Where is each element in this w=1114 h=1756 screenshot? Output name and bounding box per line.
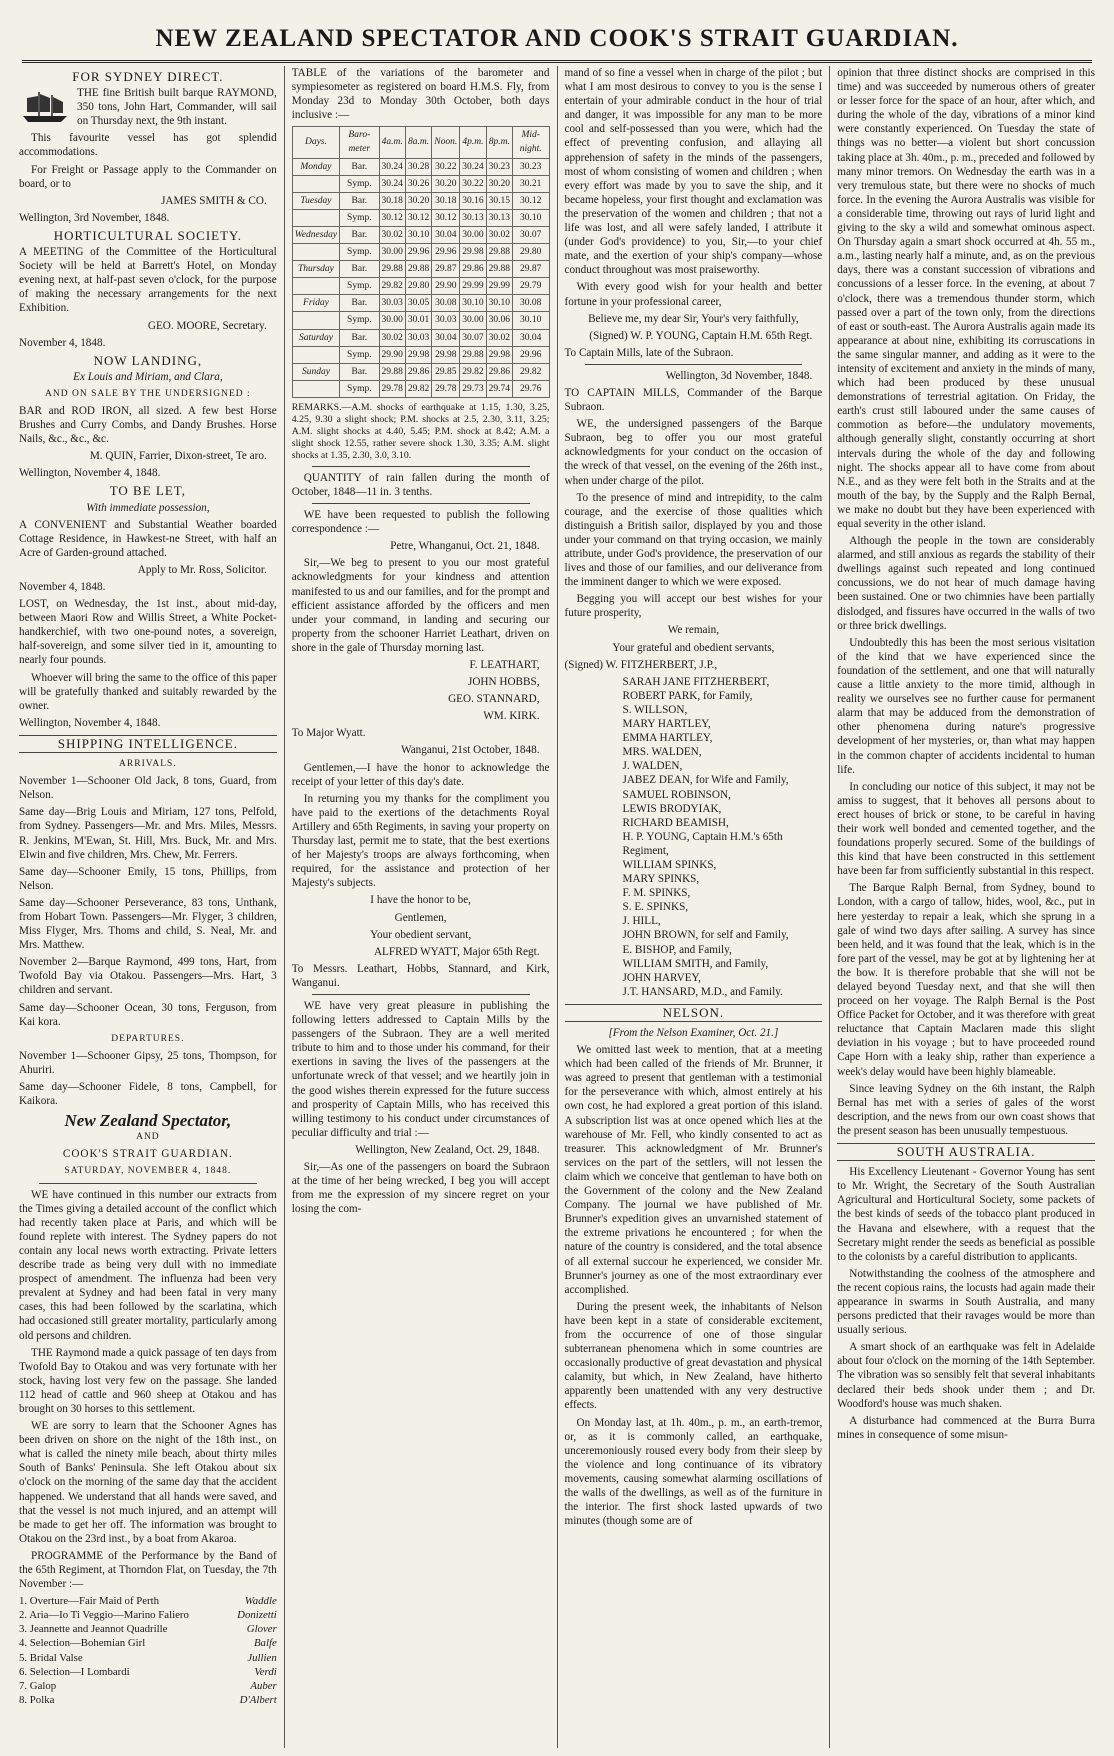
reading-cell: 30.04 [432,329,460,346]
subraon-letter-body: Sir,—As one of the passengers on board the Subraon at the time of her being wrecked, I beg you will accept from me the expression of my sincere regret on your losing the com- [291,1161,550,1216]
instrument-cell: Symp. [340,278,379,295]
paper-title: New Zealand Spectator, [64,1111,232,1131]
barometer-row [292,346,549,363]
nelson-paragraph: We omitted last week to mention, that at a meeting which had been called of the friends of Mr. Brunner, it was agreed to present that gentleman with a testimonial for the perseverance with which, almost entirely at his own cost, he had explored a great portion of this island. A subscription list was at once opened which lies at the warehouse of Mr. Fell, who kindly consented to act as treasurer. This acknowledgment of Mr. Brunner's services on the part of the settlers, will not lessen the claim which we conceive that gentleman to have both on the Government of the colony and the New Zealand Company. The journal we have published of Mr. Brunner's expedition gives an unvarnished statement of the extreme privations he encountered ; for when the nature of the country is considered, and the total absence of all external succour he experienced, we consider Mr. Brunner's journey as one of the most extraordinary ever accomplished. [564,1044,823,1296]
horticultural-signature: GEO. MOORE, Secretary. [147,319,267,332]
barometer-row [292,175,549,192]
reading-cell: 29.88 [486,244,512,261]
south-australia-heading: SOUTH AUSTRALIA. [837,1143,1095,1161]
programme-item: 6. Selection—I Lombardi Verdi [19,1665,277,1678]
sydney-ad-text-2: This favourite vessel has got splendid accommodations. [19,132,277,159]
lost-notice: LOST, on Wednesday, the 1st inst., about mid-day, between Maori Row and Willis Street, a White Pocket-handkerchief, with two one-pound notes, a sovereign, half-sovereign, and some silver tied in it, amounting to nearly four pounds. [19,598,277,667]
horticultural-heading: HORTICULTURAL SOCIETY. [53,227,243,243]
passenger-name: H. P. YOUNG, Captain H.M.'s 65th Regiment, [622,830,783,857]
reading-cell: 29.85 [432,363,460,380]
reading-cell: 30.22 [460,175,486,192]
header-cell: Noon. [432,127,460,158]
reading-cell: 29.98 [486,346,512,363]
day-cell [292,278,339,295]
to-let-apply: Apply to Mr. Ross, Solicitor. [137,563,267,576]
reading-cell: 29.82 [379,278,405,295]
reading-cell: 29.79 [512,278,549,295]
lost-notice-2: Whoever will bring the same to the office of this paper will be gratefully thanked and suitably rewarded by the owner. [19,671,277,712]
day-cell [292,312,339,329]
earthquake-paragraph: opinion that three distinct shocks are comprised in this time) and was succeeded by numerous others of greater or lesser force for the space of an hour, after which, and during the whole of the day, vibrations of a minor kind were constantly experienced. On Tuesday the state of things was no better—a violent but short concussion taking place at 3h. 40m., p. m., preceded and followed by many minor tremors. On Wednesday the earth was in a very tremulous state, but there were no shocks of much force. In the evening the Aurora Australis was visible for a considerable time, throwing out rays of lurid light and giving to the sky a wild and somewhat ominous aspect. On Thursday again a smart shock occurred at 4h. 55 m., a.m., lasting nearly half a minute, and, as on the previous days, there was a constant succession of vibrations and concussions of a lesser force. In the evening, at about 7 o'clock, there was a tremendous thunder storm, which passed over a part of the town only, from the directions of east or south-east. The Aurora Australis again made its appearance at about nine, exhibiting its corruscations in the same singular manner, and adding as it were to the intensity of excitement and anxiety in the minds of many, which had been produced by these unusual demonstrations of terrestrial agitation. On Friday, the earth's crust still laboured under the same causes of commotion as before—the undulatory movements, although generally slight, constantly occurring at short intervals during the whole of the day and following night. The shocks appear all to have come from about N.E., and as they were felt both in the Straits and at the mouth of the bay, by the Supply and the Ralph Bernal, we make no doubt but they have been experienced with equal severity in the other island. [837,67,1095,530]
letter-2-recipient: To Messrs. Leathart, Hobbs, Stannard, and Kirk, Wanganui. [291,962,550,989]
passenger-name: MARY HARTLEY, [622,718,711,731]
letter-1-recipient: To Major Wyatt. [291,727,366,740]
reading-cell: 29.78 [379,380,405,397]
departure-item: November 1—Schooner Gipsy, 25 tons, Thompson, for Ahuriri. [19,1049,277,1076]
programme-item: 3. Jeannette and Jeannot Quadrille Glover [19,1623,277,1636]
reading-cell: 30.23 [486,158,512,175]
reading-cell: 30.03 [379,295,405,312]
subraon-letter-place: Wellington, New Zealand, Oct. 29, 1848. [355,1143,540,1156]
passengers-letter-closing: Your grateful and obedient servants, [612,641,775,654]
passenger-name: JOHN BROWN, for self and Family, [622,929,789,942]
instrument-cell: Bar. [340,329,379,346]
barometer-remarks: REMARKS.—A.M. shocks of earthquake at 1.15, 1.30, 3.25, 4.25, 9.30 a slight shock; P.M. shocks at 2.5, 2.30, 3.11, 3.25; A.M. slight shocks at 4.40, 5.45; P.M. shock at 8.42; A.M. a slight shock 12.55, rather severe shock 1.30, 3.35; A.M. slight shocks at 1.35, 2.30, 3.0, 3.10. [291,401,550,461]
reading-cell: 30.20 [486,175,512,192]
day-cell: Saturday [292,329,339,346]
reading-cell: 30.00 [460,312,486,329]
barometer-row [292,380,549,397]
sydney-ad-heading: FOR SYDNEY DIRECT. [72,69,224,84]
reading-cell: 30.01 [405,312,431,329]
earthquake-paragraph: Although the people in the town are considerably alarmed, and still anxious as regards the stability of their dwellings against such repeated and long continued concussions, we do not hear of much damage having been sustained. One or two chimnies have been partially dislodged, and fissures have occurred in the walls of two or three brick dwellings. [837,535,1095,632]
lost-date: Wellington, November 4, 1848. [19,716,161,729]
landing-date: Wellington, November 4, 1848. [19,467,161,480]
reading-cell: 30.13 [460,209,486,226]
reading-cell: 30.20 [405,192,431,209]
header-cell: 8p.m. [486,127,512,158]
landing-heading: NOW LANDING, [93,352,203,368]
letter-1-signer: JOHN HOBBS, [468,676,540,689]
barometer-row [292,226,549,243]
nelson-paragraph: During the present week, the inhabitants of Nelson have been kept in a state of considerable excitement, from the occurrence of one of those singular subterranean phenomena which in some countries are occasionally productive of great devastation and physical calamity, but which, in New Zealand, have hitherto apparently been unattended with any very destructive effects. [564,1300,823,1412]
barometer-row [292,295,549,312]
instrument-cell: Symp. [340,312,379,329]
reading-cell: 30.22 [432,158,460,175]
programme-item: 1. Overture—Fair Maid of Perth Waddle [19,1595,277,1608]
reading-cell: 30.21 [512,175,549,192]
arrival-item: Same day—Brig Louis and Miriam, 127 tons, Pelfold, from Sydney. Passengers—Mr. and Mrs. Miles, Messrs. R. Jenkins, M'Ewan, St. Hill, Mrs. Buck, Mr. and Mrs. Elwin and five children, Mrs. Chew, Mr. Ferrers. [19,806,277,861]
reading-cell: 29.96 [432,244,460,261]
header-cell: Baro-meter [340,127,379,158]
programme-item: 4. Selection—Bohemian Girl Balfe [19,1637,277,1650]
letter-2-signature: ALFRED WYATT, Major 65th Regt. [373,945,540,958]
barometer-row [292,312,549,329]
landing-subheading-2: AND ON SALE BY THE UNDERSIGNED : [45,388,251,399]
south-australia-paragraph: A smart shock of an earthquake was felt in Adelaide about four o'clock on the morning of the 14th September. The vibration was so sensibly felt that several inhabitants declared their beds shook under them ; and Dr. Woodford's house was much shaken. [837,1341,1095,1410]
reading-cell: 29.86 [460,261,486,278]
instrument-cell: Symp. [340,244,379,261]
nelson-source: [From the Nelson Examiner, Oct. 21.] [608,1027,779,1039]
arrivals-heading: ARRIVALS. [119,759,177,770]
earthquake-paragraph: Undoubtedly this has been the most serious visitation of the kind that we have experienced since the foundation of the settlement, and one that will naturally cause a little anxiety to the more timid, although in reality we ourselves see no further cause for permanent alarm that may be adduced from the demonstration of other phenomena during nature's progressive development of her mysteries, or, than what may happen in the common chapter of accidents incidental to human life. [837,636,1095,776]
barometer-row [292,192,549,209]
reading-cell: 30.00 [379,244,405,261]
editorial-paragraph: WE are sorry to learn that the Schooner Agnes has been driven on shore on the night of the 18th inst., on what is called the ninety mile beach, about thirty miles South of Banks' Peninsula. She left Otakou about six o'clock on the morning of the same day that the accident happened. We understand that all hands were saved, and that the vessel is not much injured, and an attempt will be made to get her off. The information was brought to Otakou on the 23rd inst., by a boat from Akaroa. [19,1420,277,1545]
passenger-name: LEWIS BRODYIAK, [622,802,722,815]
passengers-letter-body: To the presence of mind and intrepidity, to the calm courage, and the exercise of those qualities which distinguish a British sailor, displayed by you and those under your command on that trying occasion, we mainly attribute, under God's providence, the preservation of our lives and those of our families, and our deliverance from the imminent danger to which we were exposed. [564,491,823,589]
masthead: NEW ZEALAND SPECTATOR AND COOK'S STRAIT GUARDIAN. [155,25,959,52]
editorial-paragraph: WE have continued in this number our extracts from the Times giving a detailed account of the conflict which had recently taken place at Paris, and which will be found replete with interest. The Sydney papers do not contain any local news worth extracting. Private letters describe trade as being very dull with no immediate prospect of amendment. The influenza had been very prevalent at Sydney and had been fatal in very many cases, this had been followed by the scarlatina, which had occasioned still greater mortality, particularly among old persons and children. [19,1188,277,1342]
letter-2-body: Gentlemen,—I have the honor to acknowledge the receipt of your letter of this day's date. [291,761,550,788]
arrival-item: Same day—Schooner Perseverance, 83 tons, Unthank, from Hobart Town. Passengers—Mr. Flyger, 3 children, Miss Flyger, Mrs. Thoms and child, S. Neal, Mr. and Mrs. Matthew. [19,896,277,952]
to-let-subheading: With immediate possession, [86,501,210,514]
barometer-header-row [292,127,549,158]
reading-cell: 29.88 [405,261,431,278]
sydney-ad-text: THE fine British built barque RAYMOND, 350 tons, John Hart, Commander, will sail on Thursday next, the 9th instant. [77,87,277,128]
subraon-letter-signature: (Signed) W. P. YOUNG, Captain H.M. 65th Regt. [589,329,813,342]
reading-cell: 30.07 [460,329,486,346]
programme-item: 7. Galop Auber [19,1679,277,1692]
column-4 [830,66,1102,1748]
passenger-name: JABEZ DEAN, for Wife and Family, [622,774,789,787]
reading-cell: 29.99 [486,278,512,295]
reading-cell: 29.98 [460,244,486,261]
ralph-bernal-paragraph: The Barque Ralph Bernal, from Sydney, bound to London, with a cargo of tallow, hides, wool, &c., put in here yesterday to repair a leak, which she sprung in a gale of wind two days after sailing. A survey has since been held, and it was found that the leak, which is in the fore part of the vessel, may be got at by lightening her at the bow. It is therefore probable that she will not be delayed beyond Tuesday next, and that she will then proceed on her voyage. The Ralph Bernal is the Post Office Packet for October, and it was therefore with great reluctance that Captain Maclaren made this slight deviation in his voyage ; but to have proceeded round Cape Horn with a leaky ship, rather than experience a week's delay would have been highly blameable. [837,882,1095,1078]
day-cell [292,380,339,397]
barometer-table [292,126,550,398]
arrival-item: November 1—Schooner Old Jack, 8 tons, Guard, from Nelson. [19,775,277,802]
barometer-row [292,261,549,278]
south-australia-paragraph: His Excellency Lieutenant - Governor Young has sent to Mr. Wright, the Secretary of the South Australian Agricultural and Horticultural Society, some packets of the best kinds of seeds of the tobacco plant produced in the Havana and elsewhere, with a request that the Secretary might render the seeds as beneficial as possible to the colonists by a careful distribution to applicants. [837,1166,1095,1263]
letter-1-signer: F. LEATHART, [469,659,540,671]
passenger-name: F. M. SPINKS, [622,887,691,900]
passenger-name: J.T. HANSARD, M.D., and Family. [622,985,783,998]
reading-cell: 30.10 [512,312,549,329]
letters-intro: WE have been requested to publish the following correspondence :— [291,509,550,536]
reading-cell: 29.87 [512,261,549,278]
column-1 [12,66,285,1748]
reading-cell: 29.86 [486,363,512,380]
reading-cell: 30.15 [486,192,512,209]
reading-cell: 30.02 [486,329,512,346]
subraon-letter-wish: With every good wish for your health and better fortune in your professional career, [564,281,823,308]
ralph-bernal-paragraph: Since leaving Sydney on the 6th instant, the Ralph Bernal has met with a series of gales of the worst description, and the news from our own coast shows that the present season has been unusually tempestuous. [837,1082,1095,1137]
reading-cell: 30.10 [405,226,431,243]
reading-cell: 30.24 [460,158,486,175]
header-cell: 4p.m. [460,127,486,158]
day-cell [292,209,339,226]
reading-cell: 29.98 [405,346,431,363]
letter-2-closing: Gentlemen, [394,911,447,924]
passenger-name: MARY SPINKS, [622,873,700,886]
barometer-row [292,209,549,226]
reading-cell: 30.23 [512,158,549,175]
barometer-intro: TABLE of the variations of the barometer and sympiesometer as registered on board H.M.S. Fly, from Monday 23d to Monday 30th October, both days inclusive :— [291,67,550,122]
reading-cell: 30.10 [486,295,512,312]
barometer-row [292,244,549,261]
barometer-row [292,363,549,380]
programme-list [19,1594,277,1707]
shipping-heading: SHIPPING INTELLIGENCE. [19,735,277,753]
instrument-cell: Symp. [340,175,379,192]
barometer-body [292,158,549,397]
letter-1-body: Sir,—We beg to present to you our most grateful acknowledgments for your kindness and attention manifested to us and our families, and for the prompt and efficient assistance afforded by the officers and men under your command, in landing and securing our property from the schooner Harriet Leathart, driven on shore in the gale of Thursday morning last. [291,557,550,654]
reading-cell: 30.12 [432,209,460,226]
reading-cell: 30.08 [512,295,549,312]
reading-cell: 29.78 [432,380,460,397]
passenger-names [565,675,823,999]
reading-cell: 29.96 [512,346,549,363]
day-cell: Friday [292,295,339,312]
reading-cell: 29.96 [405,244,431,261]
earthquake-paragraph: In concluding our notice of this subject, it may not be amiss to suggest, that it behoves all persons about to erect houses of brick or stone, to be careful in having their work well bonded and cemented together, and the foundations properly secured. Some of the buildings of this kind that have been constructed in this settlement have been far from sufficiently substantial in this respect. [837,780,1095,878]
reading-cell: 30.08 [432,295,460,312]
passenger-name: MRS. WALDEN, [622,746,702,759]
reading-cell: 30.04 [432,226,460,243]
sydney-ad-text-3: For Freight or Passage apply to the Commander on board, or to [19,163,277,190]
passenger-name: WILLIAM SPINKS, [622,858,717,871]
reading-cell: 29.87 [432,261,460,278]
passengers-letter-place: Wellington, 3d November, 1848. [665,369,813,382]
reading-cell: 30.18 [379,192,405,209]
passenger-name: ROBERT PARK, for Family, [622,689,753,702]
south-australia-paragraph: A disturbance had commenced at the Burra Burra mines in consequence of some misun- [837,1414,1095,1441]
day-cell: Tuesday [292,192,339,209]
reading-cell: 30.00 [379,312,405,329]
horticultural-date: November 4, 1848. [19,336,106,349]
reading-cell: 30.04 [512,329,549,346]
day-cell: Thursday [292,261,339,278]
barometer-row [292,329,549,346]
day-cell [292,346,339,363]
reading-cell: 30.03 [432,312,460,329]
columns [12,66,1102,1748]
paper-subtitle: COOK'S STRAIT GUARDIAN. [62,1148,233,1161]
reading-cell: 30.18 [432,192,460,209]
instrument-cell: Symp. [340,209,379,226]
reading-cell: 29.88 [460,346,486,363]
reading-cell: 30.03 [405,329,431,346]
reading-cell: 29.88 [379,363,405,380]
passenger-name: S. E. SPINKS, [622,901,689,914]
instrument-cell: Bar. [340,192,379,209]
programme-item: 5. Bridal Valse Jullien [19,1651,277,1664]
sydney-ad-date: Wellington, 3rd November, 1848. [19,211,170,224]
passenger-name: E. BISHOP, and Family, [622,943,732,956]
reading-cell: 29.76 [512,380,549,397]
reading-cell: 30.02 [379,329,405,346]
header-cell: 4a.m. [379,127,405,158]
reading-cell: 30.24 [379,175,405,192]
day-cell: Wednesday [292,226,339,243]
reading-cell: 29.74 [486,380,512,397]
reading-cell: 29.73 [460,380,486,397]
reading-cell: 29.80 [405,278,431,295]
divider [39,1183,257,1184]
reading-cell: 30.06 [486,312,512,329]
subraon-letter-recipient: To Captain Mills, late of the Subraon. [564,346,734,359]
to-let-heading: TO BE LET, [109,483,187,499]
passenger-name: J. WALDEN, [622,760,683,773]
divider [312,466,530,467]
passengers-letter-body: WE, the undersigned passengers of the Barque Subraon, beg to offer you our most grateful acknowledgments for your conduct on the occasion of the wreck of that vessel, on the evening of the 26th inst., when under charge of the pilot. [564,418,823,487]
reading-cell: 29.99 [460,278,486,295]
instrument-cell: Bar. [340,226,379,243]
passenger-name: SARAH JANE FITZHERBERT, [622,675,770,688]
day-cell: Monday [292,158,339,175]
reading-cell: 30.02 [379,226,405,243]
reading-cell: 29.82 [405,380,431,397]
header-cell: 8a.m. [405,127,431,158]
passenger-name: WILLIAM SMITH, and Family, [622,957,769,970]
reading-cell: 29.98 [432,346,460,363]
day-cell [292,244,339,261]
reading-cell: 30.10 [460,295,486,312]
passenger-name: JOHN HARVEY, [622,971,701,984]
subraon-letter-closing: Believe me, my dear Sir, Your's very faithfully, [588,312,799,325]
passengers-letter-signed: (Signed) W. FITZHERBERT, J.P., [564,658,718,671]
reading-cell: 30.12 [379,209,405,226]
day-cell [292,175,339,192]
reading-cell: 30.00 [460,226,486,243]
reading-cell: 30.12 [512,192,549,209]
reading-cell: 30.24 [379,158,405,175]
nelson-heading: NELSON. [565,1004,823,1022]
paper-date: SATURDAY, NOVEMBER 4, 1848. [64,1166,232,1177]
passenger-name: RICHARD BEAMISH, [622,816,729,829]
instrument-cell: Symp. [340,346,379,363]
programme-item: 8. Polka D'Albert [19,1693,277,1706]
letter-2-body: In returning you my thanks for the compliment you have paid to the exertions of the detachments Royal Artillery and 65th Regiments, in saving your property on Thursday last, permit me to state, that the best exertions of her Majesty's troops are always forthcoming, when required, for the assistance and protection of her Majesty's subjects. [291,792,550,890]
landing-subheading: Ex Louis and Miriam, and Clara, [73,370,223,383]
divider [312,994,530,995]
letter-2-closing: Your obedient servant, [370,928,472,941]
reading-cell: 29.80 [512,244,549,261]
passenger-name: J. HILL, [622,915,661,928]
to-let-text: A CONVENIENT and Substantial Weather boarded Cottage Residence, in Hawkest-ne Street, with half an Acre of Garden-ground attached. [19,518,277,559]
divider [312,503,530,504]
departure-item: Same day—Schooner Fidele, 8 tons, Campbell, for Kaikora. [19,1081,277,1108]
reading-cell: 30.12 [405,209,431,226]
to-let-date: November 4, 1848. [19,581,106,593]
reading-cell: 29.90 [379,346,405,363]
instrument-cell: Bar. [340,261,379,278]
landing-text: BAR and ROD IRON, all sized. A few best Horse Brushes and Curry Combs, and Dandy Brushes. Horse Nails, &c., &c., &c. [19,404,277,446]
header-cell: Mid-night. [512,127,549,158]
barometer-row [292,158,549,175]
editorial-paragraph: THE Raymond made a quick passage of ten days from Twofold Bay to Otakou and was very fortunate with her stock, having lost very few on the passage. She landed 112 head of cattle and 960 sheep at Otakou and has brought on 30 horses to this settlement. [19,1346,277,1415]
reading-cell: 30.20 [432,175,460,192]
nelson-paragraph: On Monday last, at 1h. 40m., p. m., an earth-tremor, or, as it is commonly called, an earthquake, unceremoniously roused every body from their sleep by the violence and long continuance of its vibratory movements, causing somewhat alarming oscillations of the walls of the dwellings, as well as of the furniture in the interior. The first shock lasted upwards of two minutes (though some are of [564,1416,823,1528]
reading-cell: 30.26 [405,175,431,192]
paper-title-and: AND [136,1132,160,1143]
divider [585,364,803,365]
subraon-letter-continued: mand of so fine a vessel when in charge of the pilot ; but what I am most desirous to convey to you is the sense I entertain of your admirable conduct in the hour of trial and danger, it was impossible for any man to be more cool and self-possessed than you were, which had the effect of preventing confusion, and allaying all apprehension of safety in the minds of the passengers, most of whom consisting of women and children ; when every effort was made by you to save the ship, and it became hopeless, your first thought and exclamation was the preservation of the women and children ; that not a life was lost, and all were safely landed, I attribute it (under God's providence) to you, Sir,—to your chief mate, and the exertion of your ship's company—whose conduct throughout was most praiseworthy. [564,67,823,277]
arrival-item: November 2—Barque Raymond, 499 tons, Hart, from Twofold Bay via Otakou. Passengers—Mrs. Hart, 3 children and servant. [19,956,277,997]
instrument-cell: Symp. [340,380,379,397]
masthead-rule [22,60,1092,63]
letter-2-closing: I have the honor to be, [370,894,471,907]
day-cell: Sunday [292,363,339,380]
sydney-ad-signature: JAMES SMITH & CO. [161,194,267,207]
instrument-cell: Bar. [340,363,379,380]
reading-cell: 30.05 [405,295,431,312]
letter-2-place: Wanganui, 21st October, 1848. [401,744,540,757]
instrument-cell: Bar. [340,158,379,175]
reading-cell: 30.10 [512,209,549,226]
reading-cell: 30.16 [460,192,486,209]
reading-cell: 30.07 [512,226,549,243]
programme-item: 2. Aria—Io Ti Veggio—Marino Faliero Donizetti [19,1609,277,1622]
reading-cell: 30.02 [486,226,512,243]
ship-icon [19,88,71,126]
horticultural-text: A MEETING of the Committee of the Horticultural Society will be held at Barrett's Hotel, on Monday evening next, at half-past seven o'clock, for the purpose of making the necessary arrangements for the next Exhibition. [19,246,277,315]
passenger-name: SAMUEL ROBINSON, [622,788,731,801]
column-3 [558,66,831,1748]
reading-cell: 29.82 [512,363,549,380]
column-2 [285,66,558,1748]
instrument-cell: Bar. [340,295,379,312]
programme-heading: PROGRAMME of the Performance by the Band of the 65th Regiment, at Thorndon Flat, on Tuesday, the 7th November :— [19,1549,277,1591]
passenger-name: EMMA HARTLEY, [622,732,713,745]
rain-notice: QUANTITY of rain fallen during the month of October, 1848—11 in. 3 tenths. [291,471,550,498]
reading-cell: 29.88 [486,261,512,278]
letter-1-signer: WM. KIRK. [483,710,540,723]
subraon-intro: WE have very great pleasure in publishing the following letters addressed to Captain Mills by the passengers of the Subraon. They are a well merited tribute to him and to those under his command, for their exertions in saving the lives of the passengers at the unfortunate wreck of that vessel; and we heartily join in the good wishes therein expressed for the future success and prosperity of Captain Mills, who has received this willing testimony to his conduct under circumstances of peculiar difficulty and trial :— [291,999,550,1139]
passenger-name: S. WILLSON, [622,703,688,716]
barometer-row [292,278,549,295]
reading-cell: 29.90 [432,278,460,295]
header-cell: Days. [292,127,339,158]
reading-cell: 29.82 [460,363,486,380]
arrival-item: Same day—Schooner Ocean, 30 tons, Ferguson, from Kai kora. [19,1001,277,1028]
letter-1-place: Petre, Whanganui, Oct. 21, 1848. [390,540,540,553]
passengers-letter-body: Begging you will accept our best wishes for your future prosperity, [564,593,823,620]
passengers-letter-recipient: TO CAPTAIN MILLS, Commander of the Barque Subraon. [564,386,823,414]
arrival-item: Same day—Schooner Emily, 15 tons, Phillips, from Nelson. [19,865,277,892]
letter-1-signer: GEO. STANNARD, [448,693,540,706]
reading-cell: 30.28 [405,158,431,175]
reading-cell: 29.86 [405,363,431,380]
south-australia-paragraph: Notwithstanding the coolness of the atmosphere and the recent copious rains, the locusts had again made their appearance in swarms in South Australia, and many persons predicted that their ravages would be more than usually serious. [837,1267,1095,1337]
reading-cell: 30.13 [486,209,512,226]
departures-heading: DEPARTURES. [111,1033,185,1044]
landing-signature: M. QUIN, Farrier, Dixon-street, Te aro. [89,450,267,463]
reading-cell: 29.88 [379,261,405,278]
passengers-letter-closing: We remain, [667,624,720,637]
